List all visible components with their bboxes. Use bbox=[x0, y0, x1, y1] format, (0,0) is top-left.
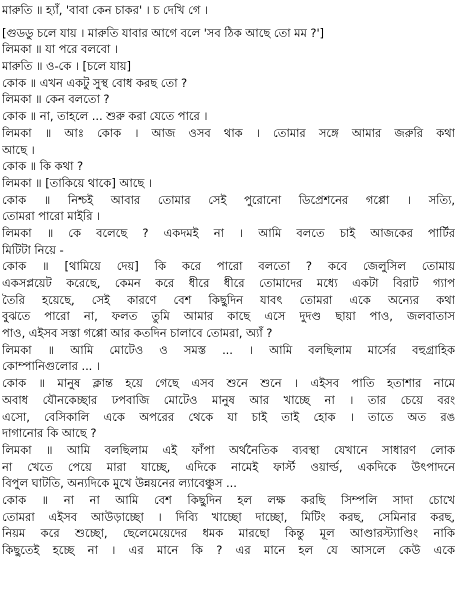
dialogue-continuation: তোমরা পারো মাইরি । bbox=[2, 209, 101, 224]
dialogue-line: লিমকা ॥ যা পরে বলবো । bbox=[2, 42, 118, 57]
stage-direction-line: [গুডডু চলে যায় । মারুতি যাবার আগে বলে 'সব ঠিক আছে তো মম ?'] bbox=[2, 25, 324, 40]
dialogue-continuation: পাও, এইসব সস্তা গপ্পো আর কতদিন চালাবে তোমরা, অ্যাঁ ? bbox=[2, 326, 273, 341]
dialogue-continuation: এসো, বেসিকালি একে অপরের থেকে যা চাই তাই হোক । তাতে অত রঙ bbox=[2, 409, 455, 424]
dialogue-line: মারুতি ॥ হ্যাঁ, 'বাবা কেন চাকর' । চ দেখি গে । bbox=[2, 3, 208, 17]
dialogue-line: কোক ॥ কি কথা ? bbox=[2, 159, 84, 174]
dialogue-continuation: আছে । bbox=[2, 142, 35, 157]
dialogue-continuation: মিটিটা নিয়ে - bbox=[2, 242, 64, 257]
dialogue-continuation: নিয়ম করে শুচ্ছো, ছেলেমেয়েদের ধমক মারছো কিন্তু মূল আণ্ডারস্ট্যাণ্ডিং নাকি bbox=[2, 526, 455, 541]
dialogue-line: কোক ॥ না না আমি বেশ কিছুদিন হল লক্ষ করছি সিম্পলি সাদা চোখে bbox=[2, 492, 455, 507]
script-page bbox=[2, 2, 455, 611]
dialogue-line: কোক ॥ মানুষ ক্লান্ত হয়ে গেছে এসব শুনে শুনে । এইসব পাতি হতাশার নামে bbox=[2, 376, 455, 391]
dialogue-continuation: তৈরি হয়েছে, সেই কারণে বেশ কিছুদিন যাবৎ তোমরা একে অন্যের কথা bbox=[2, 292, 455, 307]
dialogue-line: মারুতি ॥ ও-কে । [চলে যায়] bbox=[2, 59, 131, 74]
dialogue-line: লিমকা ॥ আমি বলছিলাম এই ফাঁপা অর্থনৈতিক ব্যবস্থা যেখানে সাধারণ লোক bbox=[2, 442, 455, 457]
dialogue-line: লিমকা ॥ আমি মোটেও ও সমস্ত ... । আমি বলছিলাম মার্সের বহুগ্রাহিক bbox=[2, 342, 455, 357]
dialogue-line: কোক ॥ এখন একটু সুস্থ বোধ করছ তো ? bbox=[2, 75, 188, 90]
dialogue-continuation: কোম্পানিগুলোর ... । bbox=[2, 359, 100, 374]
dialogue-line: কোক ॥ নিশ্চই আবার তোমার সেই পুরোনো ডিপ্রেশনের গপ্পো । সত্যি, bbox=[2, 192, 455, 207]
dialogue-continuation: বিপুল ঘাটতি, অন্যদিকে মুখে উন্নয়নের ল্যাবেঞ্চুস ... bbox=[2, 476, 237, 491]
dialogue-continuation: তোমরা এইসব আউড়াচ্ছো । দিব্যি খাচ্ছো দাচ্ছো, মিটিং করছ, সেমিনার করছ, bbox=[2, 509, 455, 524]
dialogue-line: লিমকা ॥ কে বলেছে ? একদমই না । আমি বলতে চাই আজকের পার্টির bbox=[2, 225, 455, 240]
dialogue-continuation: কিছুতেই হচ্ছে না । এর মানে কি ? এর মানে হল যে আসলে কেউ একে bbox=[2, 543, 455, 557]
dialogue-line: লিমকা ॥ কেন বলতো ? bbox=[2, 92, 110, 107]
dialogue-line: লিমকা ॥ [তাকিয়ে থাকে] আছে । bbox=[2, 175, 152, 190]
dialogue-continuation: অবাধ যৌনকেচ্ছার ঢপবাজি মোটেও মানুষ আর খাচ্ছে না । তার চেয়ে বরং bbox=[2, 392, 455, 407]
dialogue-continuation: একসপ্লয়েট করেছে, কেমন করে ধীরে ধীরে তোমাদের মধ্যে একটা বিরাট গ্যাপ bbox=[2, 276, 455, 290]
dialogue-continuation: না খেতে পেয়ে মারা যাচ্ছে, এদিকে নামেই ফার্স্ট ওয়ার্ল্ড, একদিকে উৎপাদনে bbox=[2, 459, 455, 474]
dialogue-line: কোক ॥ না, তাহলে ... শুরু করা যেতে পারে । bbox=[2, 109, 208, 124]
dialogue-line: লিমকা ॥ আঃ কোক । আজ ওসব থাক । তোমার সঙ্গে আমার জরুরি কথা bbox=[2, 125, 455, 140]
dialogue-continuation: দাগানোর কি আছে ? bbox=[2, 426, 97, 441]
dialogue-continuation: বুঝতে পারো না, ফলত তুমি আমার কাছে এসে দুদণ্ড ছায়া পাও, জলবাতাস bbox=[2, 309, 455, 324]
dialogue-line: কোক ॥ [থামিয়ে দেয়] কি করে পারো বলতো ? কবে জেলুসিল তোমায় bbox=[2, 259, 455, 274]
